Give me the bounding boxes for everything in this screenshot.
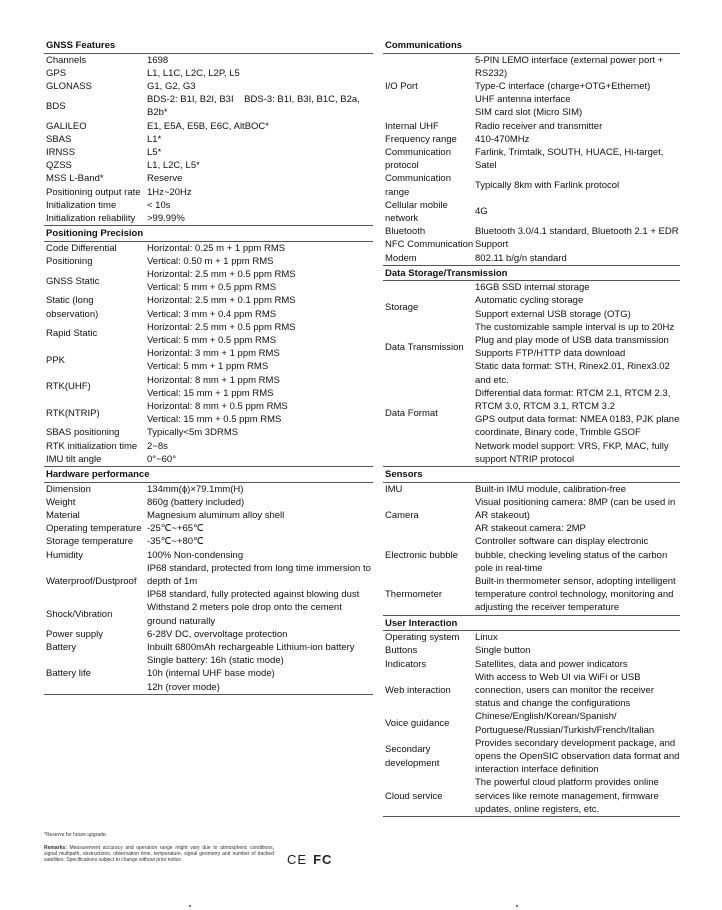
spec-value-line: Single button [475,645,531,657]
spec-value-line: Built-in IMU module, calibration-free [475,483,627,495]
spec-row [383,334,680,360]
footnote: *Reserve for future upgrade. [44,832,108,838]
spec-value [475,644,680,657]
spec-value-line: With access to Web UI via WiFi or USB connection, users can monitor the receiver status and change the configurations [475,671,657,710]
remarks-label: Remarks: [44,845,67,851]
spec-row [383,172,680,198]
spec-section [383,267,683,467]
section-title: Positioning Precision [44,228,373,242]
spec-value [147,549,373,562]
spec-row [383,658,680,671]
spec-label: Battery life [46,668,91,680]
spec-value-line: Vertical: 3 mm + 0.4 ppm RMS [147,308,277,320]
spec-row [44,67,373,80]
spec-label: SBAS [46,133,72,145]
spec-label: Humidity [46,549,83,561]
spec-value [147,496,373,509]
spec-value [147,321,373,347]
section-title: Communications [383,40,680,54]
spec-value-line: Network model support: VRS, FKP, MAC, fully support NTRIP protocol [475,440,672,465]
spec-label: Cloud service [385,790,443,802]
spec-value [147,172,373,185]
spec-row [44,483,373,496]
spec-label: Internal UHF [385,120,439,132]
spec-section [383,469,680,616]
spec-value-line: B2b* [147,107,168,119]
spec-value-line: < 10s [147,199,171,211]
spec-value [147,146,373,159]
spec-value-line: Provides secondary development package, and opens the OpenSIC observation data format and interaction interface definition [475,737,683,776]
spec-row [383,54,680,120]
spec-label: GNSS Static [46,275,100,287]
spec-value [147,212,373,225]
spec-value-line: Farlink, Trimtalk, SOUTH, HUACE, Hi-target, Satel [475,146,667,172]
spec-value [475,360,683,466]
spec-value [475,133,680,146]
left-column [44,40,373,695]
spec-value-line: Type-C interface (charge+OTG+Ethernet) [475,80,651,92]
spec-value-line: SIM card slot (Micro SIM) [475,107,583,119]
spec-row [44,628,373,641]
spec-label: Web interaction [385,684,451,696]
spec-value-line: Reserve [147,173,183,185]
section-title: Hardware performance [44,469,373,483]
spec-value [475,776,680,816]
spec-label: Rapid Static [46,328,98,340]
spec-row [44,562,373,602]
spec-value-line: Horizontal: 3 mm + 1 ppm RMS [147,348,280,360]
spec-value [147,654,373,694]
spec-value-line: Differential data format: RTCM 2.1, RTCM 2.3, RTCM 3.0, RTCM 3.1, RTCM 3.2 [475,387,673,413]
spec-value [147,242,373,268]
spec-value-line: L5* [147,146,162,158]
spec-value-line: 0°~60° [147,453,176,465]
spec-value [147,186,373,199]
spec-value-line: Horizontal: 0.25 m + 1 ppm RMS [147,242,286,254]
spec-value [147,67,373,80]
spec-value-line: The customizable sample interval is up to 20Hz [475,321,675,333]
spec-row [383,238,680,251]
spec-row [383,671,680,711]
spec-label: Bluetooth [385,226,426,238]
spec-value [475,334,680,360]
spec-row [44,159,373,172]
spec-row [44,400,373,426]
spec-label: Frequency range [385,133,457,145]
spec-label: Material [46,510,80,521]
spec-value-line: L1, L1C, L2C, L2P, L5 [147,67,240,79]
spec-value-line: 6-28V DC, overvoltage protection [147,628,288,640]
spec-row [44,321,373,347]
footer [44,832,274,863]
spec-value [147,159,373,172]
spec-value-line: IP68 standard, protected from long time immersion to depth of 1m [147,562,374,588]
spec-value [147,400,373,426]
spec-value-line: Support external USB storage (OTG) [475,308,631,320]
spec-row [44,440,373,453]
spec-value [475,179,680,192]
spec-value [475,120,680,133]
spec-value-line: Vertical: 5 mm + 0.5 ppm RMS [147,335,277,347]
spec-value [147,483,373,496]
spec-value [147,601,373,627]
spec-label: Data Transmission [385,341,464,353]
spec-row [383,120,680,133]
spec-section [383,617,683,817]
spec-value-line: Magnesium aluminum alloy shell [147,510,285,521]
spec-row [44,641,373,654]
spec-value-line: 860g (battery included) [147,496,245,508]
spec-row [383,133,680,146]
spec-label: MSS L-Band* [46,173,104,185]
fcc-mark-icon: FC [313,852,333,867]
spec-value [147,120,373,133]
spec-value-line: Horizontal: 2.5 mm + 0.5 ppm RMS [147,269,296,281]
spec-row [383,483,680,496]
spec-label: NFC Communication [385,239,474,251]
remarks [44,845,274,863]
spec-label: BDS [46,100,66,112]
spec-value [475,205,680,218]
spec-value [475,710,680,736]
spec-label: IMU [385,483,403,495]
spec-value [147,641,373,654]
spec-value-line: 5-PIN LEMO interface (external power port + RS232) [475,54,666,79]
spec-row [44,374,373,400]
spec-label: Operating system [385,632,460,644]
spec-value [147,522,373,535]
spec-row [44,186,373,199]
spec-value [147,80,373,93]
spec-row [383,146,680,172]
spec-row [383,575,680,615]
spec-label: GALILEO [46,120,87,132]
spec-value-line: Single battery: 16h (static mode) [147,655,284,667]
spec-label: Initialization reliability [46,212,136,224]
spec-row [383,496,680,536]
spec-value-line: UHF antenna interface [475,94,571,106]
page-mark [189,905,191,907]
spec-label: Camera [385,510,419,521]
spec-value-line: 4G [475,206,488,218]
spec-row [383,535,680,575]
spec-label: RTK initialization time [46,440,138,452]
spec-row [44,426,373,439]
spec-row [44,347,373,373]
spec-value [475,281,680,334]
spec-value-line: Typically 8km with Farlink protocol [475,179,620,191]
spec-value-line: AR stakeout camera: 2MP [475,523,586,535]
spec-value-line: Satellites, data and power indicators [475,658,628,670]
spec-row [44,453,373,466]
spec-label: Storage temperature [46,536,134,548]
spec-label: Waterproof/Dustproof [46,576,137,588]
spec-label: Data Format [385,407,438,419]
spec-value-line: BDS-2: B1I, B2I, B3I BDS-3: B1I, B3I, B1C, B2a, [147,94,360,106]
spec-value [475,252,680,265]
spec-value-line: 410-470MHz [475,133,530,145]
spec-label: Secondary development [385,744,440,769]
spec-row [383,644,680,657]
spec-value-line: Vertical: 15 mm + 0.5 ppm RMS [147,414,282,426]
spec-value-line: Vertical: 5 mm + 0.5 ppm RMS [147,282,277,294]
section-title: GNSS Features [44,40,373,54]
spec-row [44,199,373,212]
spec-value-line: >99.99% [147,212,185,224]
spec-row [44,509,373,522]
spec-value [475,146,680,172]
spec-row [383,360,683,466]
spec-row [44,654,373,694]
spec-value [475,631,680,644]
ce-mark-icon: CE [287,852,308,867]
spec-value-line: Supports FTP/HTTP data download [475,348,626,360]
spec-value [475,238,680,251]
spec-label: Voice guidance [385,717,450,729]
spec-value [147,54,373,67]
spec-section [44,228,373,467]
spec-label: Communication protocol [385,146,451,172]
spec-value-line: Horizontal: 8 mm + 0.5 ppm RMS [147,401,288,413]
spec-value-line: Vertical: 15 mm + 1 ppm RMS [147,387,274,399]
spec-value-line: GPS output data format: NMEA 0183, PJK plane coordinate, Binary code, Trimble GSOF [475,414,683,439]
page-mark [516,905,518,907]
spec-label: GPS [46,67,67,79]
spec-value-line: Built-in thermometer sensor, adopting intelligent temperature control technology, monitoring and adjusting the receiver temperature [475,576,679,614]
spec-value-line: Horizontal: 2.5 mm + 0.5 ppm RMS [147,321,296,333]
spec-value [475,737,683,777]
spec-label: Modem [385,252,417,264]
spec-value [147,133,373,146]
right-column [383,40,683,817]
spec-value-line: Plug and play mode of USB data transmission [475,335,669,347]
spec-value-line: 134mm(ϕ)×79.1mm(H) [147,483,244,495]
spec-value-line: Controller software can display electronic bubble, checking leveling status of the carbon pole in real-time [475,536,670,574]
spec-label: Buttons [385,645,418,657]
spec-label: QZSS [46,160,72,172]
spec-row [44,80,373,93]
spec-value-line: Bluetooth 3.0/4.1 standard, Bluetooth 2.1 + EDR [475,226,679,238]
spec-value [475,671,680,711]
spec-value-line: G1, G2, G3 [147,80,196,92]
spec-value [475,535,680,575]
section-title: User Interaction [383,618,680,632]
spec-value-line: L1, L2C, L5* [147,160,200,172]
spec-value-line: Automatic cycling storage [475,295,584,307]
spec-value-line: 1Hz~20Hz [147,186,192,198]
spec-label: Dimension [46,483,91,495]
spec-value-line: Typically<5m 3DRMS [147,427,239,439]
spec-row [383,225,680,238]
spec-row [44,535,373,548]
spec-label: Static (long observation) [46,295,99,320]
spec-value [147,268,373,294]
spec-label: GLONASS [46,80,92,92]
spec-row [44,172,373,185]
spec-value-line: Inbuilt 6800mAh rechargeable Lithium-ion battery [147,642,355,654]
spec-label: IRNSS [46,146,76,158]
spec-value [147,453,373,466]
spec-value-line: E1, E5A, E5B, E6C, AltBOC* [147,120,269,132]
spec-row [383,776,680,816]
spec-label: Weight [46,496,76,508]
spec-value-line: L1* [147,133,162,145]
spec-value [147,509,373,522]
spec-value-line: Linux [475,632,498,644]
remarks-text: Measurement accuracy and operation range might vary due to atmospheric conditions, signal multipath, obstructions, observation time, temperature, signal geometry and number of tracked satellites. Specifications subject to change without prior notice [44,845,274,863]
spec-row [383,199,680,225]
spec-value-line: Withstand 2 meters pole drop onto the cement ground naturally [147,602,345,627]
spec-row [44,268,373,294]
spec-value [147,347,373,373]
spec-value [147,426,373,439]
spec-value-line: Vertical: 0.50 m + 1 ppm RMS [147,255,274,267]
spec-label: Shock/Vibration [46,609,113,621]
spec-label: RTK(UHF) [46,381,91,393]
spec-label: IMU tilt angle [46,453,102,465]
certification-logos [287,852,338,867]
spec-value-line: 12h (rover mode) [147,681,220,693]
spec-label: Storage [385,302,419,314]
spec-row [44,549,373,562]
spec-value-line: Visual positioning camera: 8MP (can be used in AR stakeout) [475,496,678,521]
spec-value-line: 802.11 b/g/n standard [475,252,567,264]
spec-label: Electronic bubble [385,549,458,561]
spec-value [475,658,680,671]
spec-row [383,737,683,777]
spec-row [383,710,680,736]
spec-label: Communication range [385,173,451,198]
spec-row [44,496,373,509]
spec-label: Operating temperature [46,523,142,535]
spec-value-line: Vertical: 5 mm + 1 ppm RMS [147,361,269,373]
spec-label: Positioning output rate [46,186,141,198]
spec-value [475,225,680,238]
spec-value [475,496,680,536]
spec-value [147,93,373,119]
spec-value [147,440,373,453]
spec-value-line: Static data format: STH, Rinex2.01, Rinex3.02 and etc. [475,361,673,386]
spec-label: Thermometer [385,589,443,601]
spec-label: PPK [46,354,66,366]
spec-label: Power supply [46,628,104,640]
spec-label: SBAS positioning [46,427,120,439]
spec-label: Indicators [385,658,427,670]
spec-row [383,252,680,265]
spec-row [44,133,373,146]
spec-value-line: -35℃~+80℃ [147,536,204,548]
spec-value-line: Horizontal: 2.5 mm + 0.1 ppm RMS [147,295,296,307]
spec-value-line: -25℃~+65℃ [147,523,204,535]
spec-value-line: 16GB SSD internal storage [475,282,590,294]
spec-value [147,294,373,320]
spec-label: Initialization time [46,199,117,211]
spec-value [147,562,373,602]
spec-row [44,601,373,627]
spec-value [147,628,373,641]
spec-label: I/O Port [385,80,418,92]
spec-row [44,146,373,159]
spec-value [147,199,373,212]
spec-section [383,40,680,266]
spec-label: Battery [46,642,77,654]
spec-row [44,522,373,535]
spec-value-line: 2~8s [147,440,168,452]
spec-section [44,40,373,226]
spec-label: Code Differential Positioning [46,242,117,267]
spec-value [475,54,680,120]
spec-label: RTK(NTRIP) [46,407,100,419]
spec-row [44,212,373,225]
spec-value [475,483,680,496]
spec-label: Cellular mobile network [385,199,448,224]
spec-section [44,469,373,695]
spec-value-line: 10h (internal UHF base mode) [147,668,275,680]
spec-row [383,281,680,334]
spec-value [475,575,680,615]
spec-value-line: Horizontal: 8 mm + 1 ppm RMS [147,374,280,386]
spec-row [44,294,373,320]
spec-value-line: 1698 [147,54,169,66]
spec-label: Channels [46,54,87,66]
spec-value [147,374,373,400]
spec-row [44,120,373,133]
spec-value-line: 100% Non-condensing [147,549,244,561]
spec-value [147,535,373,548]
spec-value-line: IP68 standard, fully protected against blowing dust [147,589,360,601]
spec-row [44,93,373,119]
spec-value-line: The powerful cloud platform provides online services like remote management, firmware updates, online registers, etc. [475,777,662,815]
spec-row [44,242,373,268]
spec-value-line: Chinese/English/Korean/Spanish/ Portuguese/Russian/Turkish/French/Italian [475,711,655,736]
section-title: Data Storage/Transmission [383,268,680,282]
spec-value-line: Radio receiver and transmitter [475,120,603,132]
spec-value-line: Support [475,239,509,251]
spec-row [383,631,680,644]
spec-row [44,54,373,67]
section-title: Sensors [383,469,680,483]
